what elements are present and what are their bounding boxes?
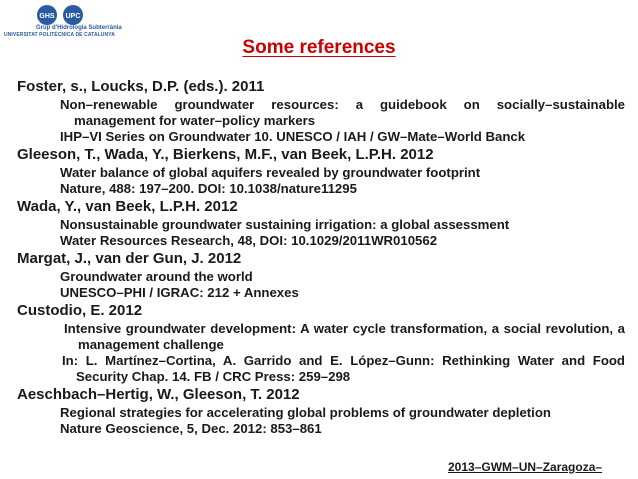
reference-source: In: L. Martínez–Cortina, A. Garrido and E. López–Gunn: Rethinking Water and Food Security Chap. 14. FB / CRC Press: 259–298 [62, 353, 625, 384]
reference-title: Groundwater around the world [60, 269, 253, 284]
reference-author: Margat, J., van der Gun, J. 2012 [17, 250, 242, 267]
footer-code: 2013–GWM–UN–Zaragoza– [448, 460, 603, 474]
reference-author: Gleeson, T., Wada, Y., Bierkens, M.F., van Beek, L.P.H. 2012 [17, 146, 434, 163]
page-title: Some references [242, 37, 396, 58]
reference-author: Foster, s., Loucks, D.P. (eds.). 2011 [17, 78, 265, 95]
reference-author: Custodio, E. 2012 [17, 302, 143, 319]
reference-source: Nature, 488: 197–200. DOI: 10.1038/nature11295 [60, 181, 357, 196]
reference-title: Water balance of global aquifers revealed by groundwater footprint [60, 165, 481, 180]
reference-author: Wada, Y., van Beek, L.P.H. 2012 [17, 198, 238, 215]
reference-title: Intensive groundwater development: A water cycle transformation, a social revolution, a management challenge [64, 321, 625, 352]
logo-group-name: Grup d'Hidrologia Subterrània [36, 25, 122, 31]
logo-university-name: UNIVERSITAT POLITÈCNICA DE CATALUNYA [4, 32, 115, 38]
reference-title: Regional strategies for accelerating global problems of groundwater depletion [60, 405, 551, 420]
reference-source: Water Resources Research, 48, DOI: 10.1029/2011WR010562 [60, 233, 438, 248]
reference-title: Nonsustainable groundwater sustaining irrigation: a global assessment [60, 217, 510, 232]
reference-source: Nature Geoscience, 5, Dec. 2012: 853–861 [60, 421, 322, 436]
reference-title: Non–renewable groundwater resources: a guidebook on socially–sustainable management for water–policy markers [60, 97, 625, 128]
upc-badge-text: UPC [65, 13, 81, 20]
reference-source: UNESCO–PHI / IGRAC: 212 + Annexes [60, 285, 299, 300]
logo-badges [37, 4, 93, 26]
reference-author: Aeschbach–Hertig, W., Gleeson, T. 2012 [17, 386, 300, 403]
ghs-badge-text: GHS [39, 13, 55, 20]
reference-list [17, 77, 625, 437]
reference-source: IHP–VI Series on Groundwater 10. UNESCO / IAH / GW–Mate–World Banck [60, 129, 526, 144]
